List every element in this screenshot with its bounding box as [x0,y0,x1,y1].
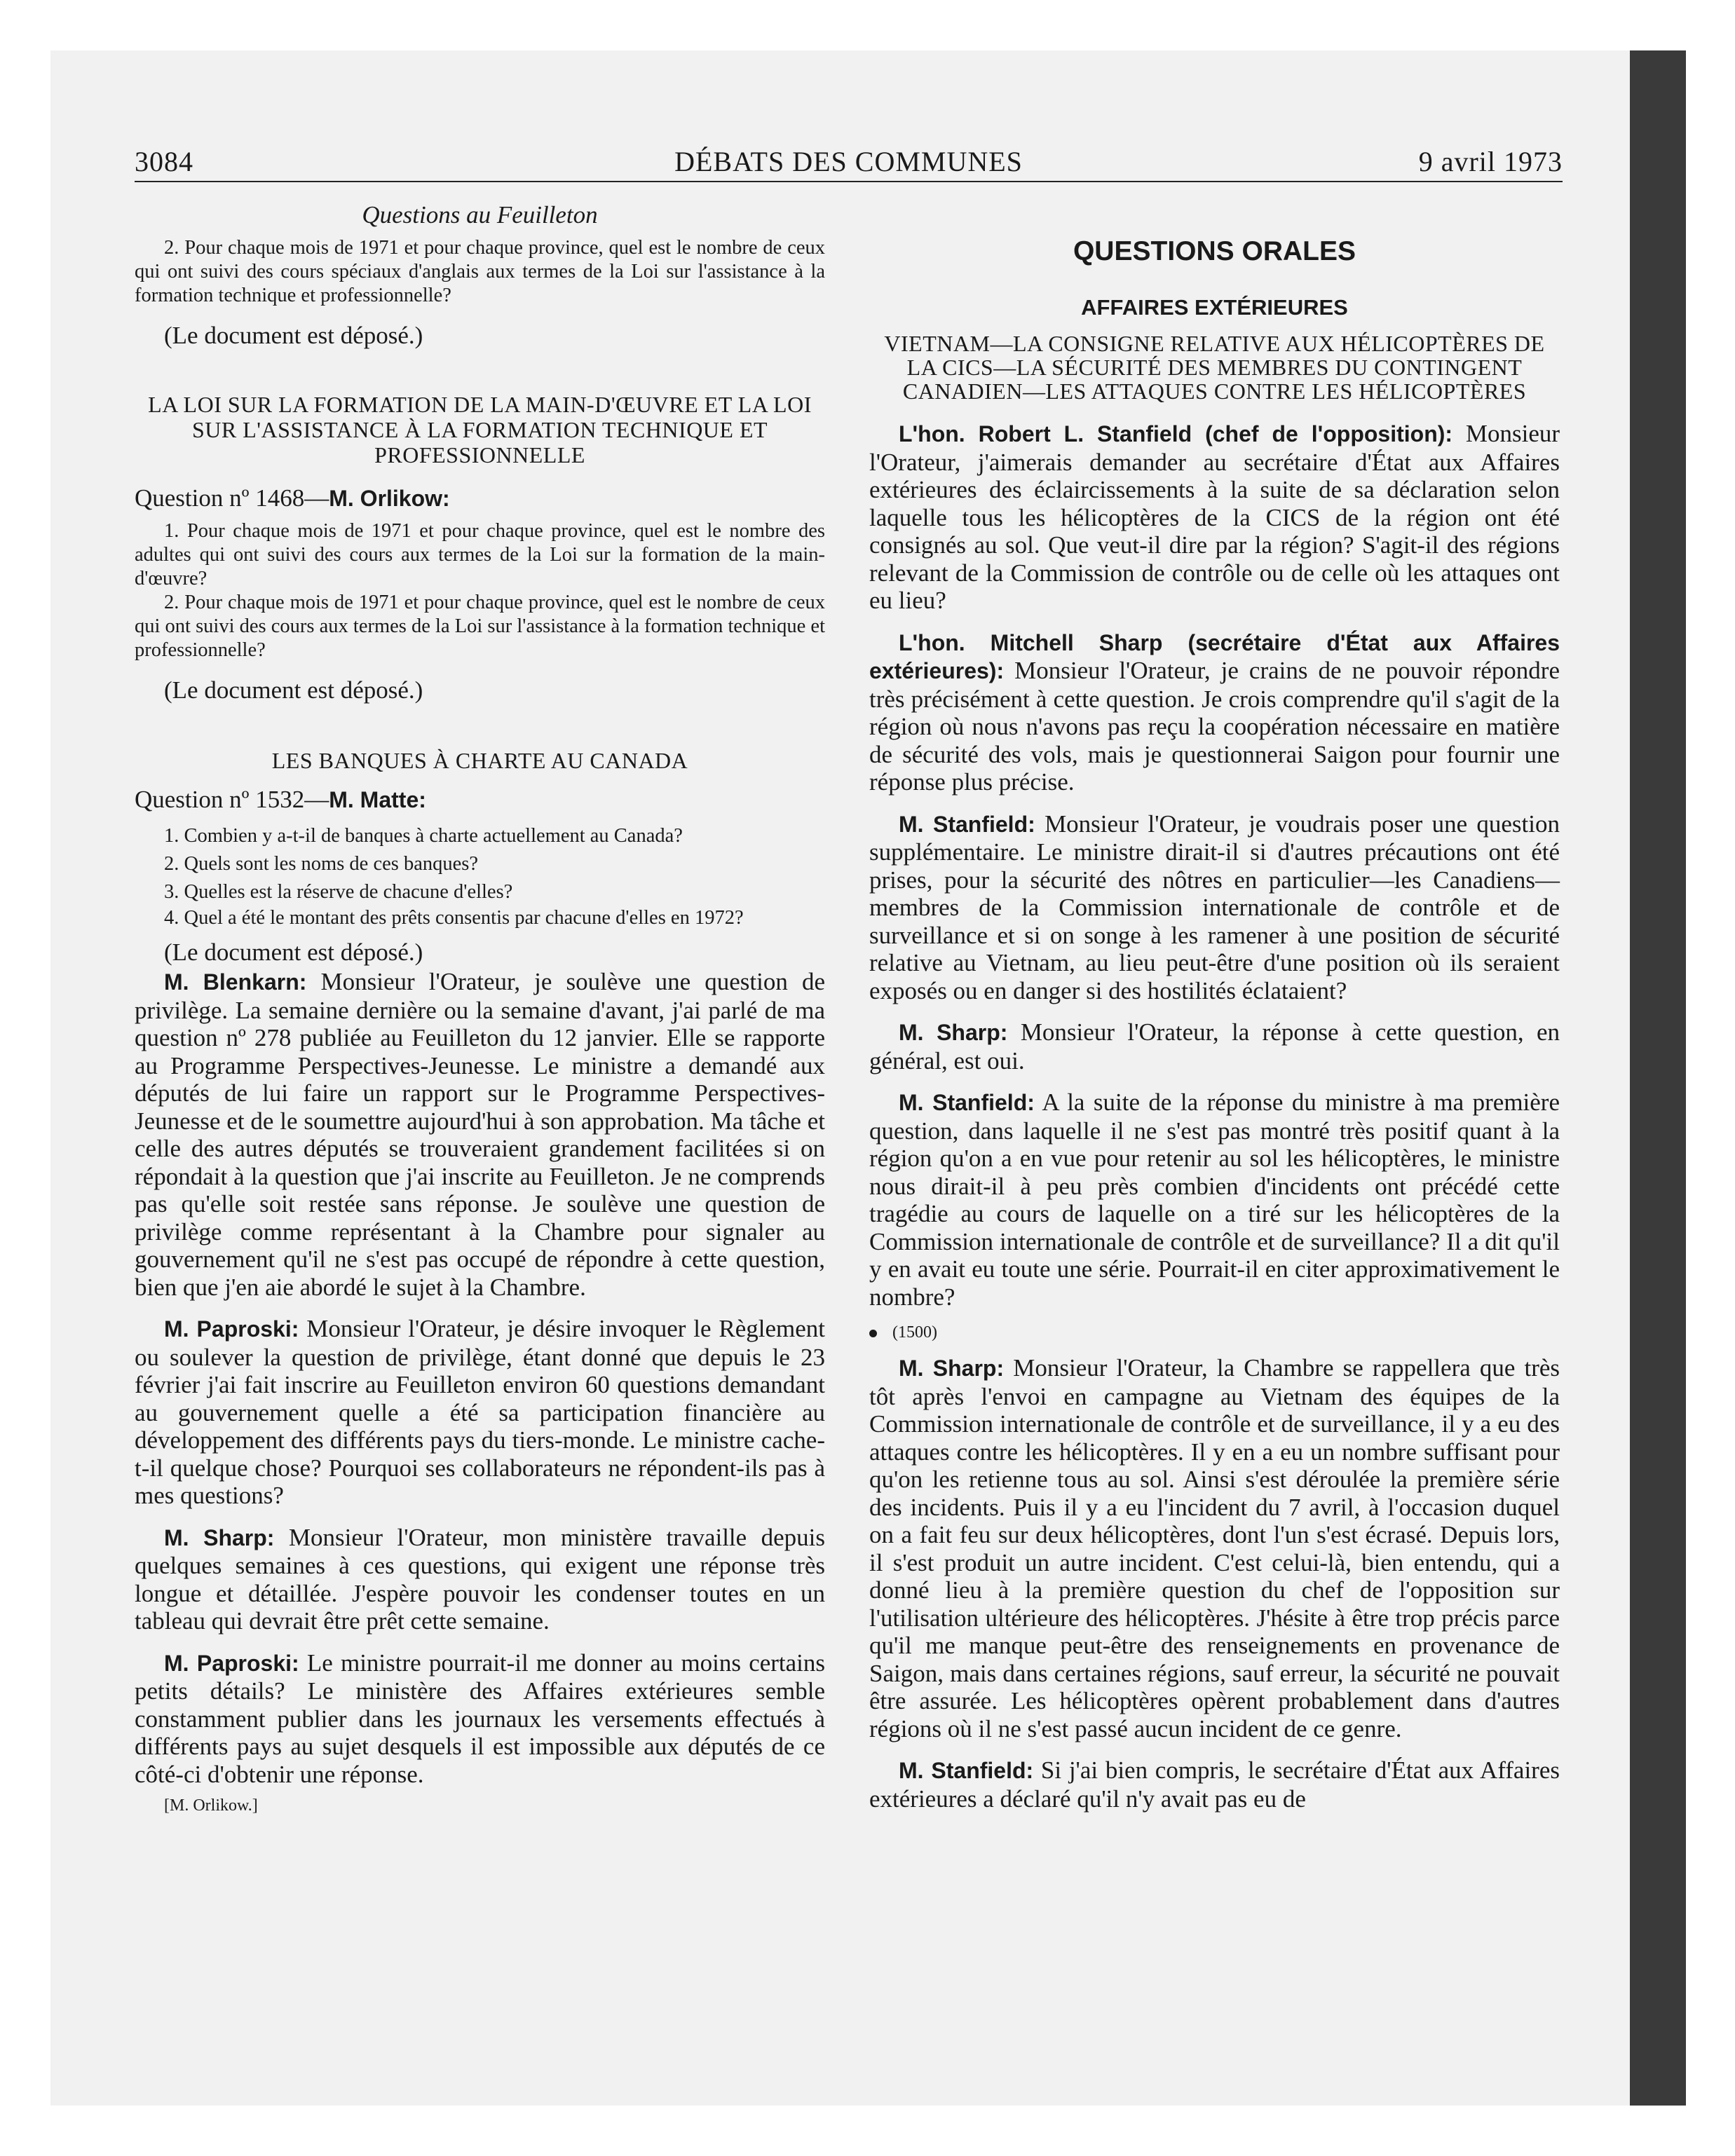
speech-paragraph [869,1354,1560,1742]
speech-text: A la suite de la réponse du ministre à ma première question, dans laquelle il ne s'est pas montré très positif quant à la région qu'on a en vue pour retenir au sol les hélicoptères, le ministre nous dirait-il à peu près combien d'incidents ont précédé cette tragédie au cours de laquelle on a tiré sur les hélicoptères de la Commission internationale de contrôle et de surveillance? Il a dit qu'il y en avait eu toute une série. Pourrait-il en citer approximativement le nombre? [869,1089,1560,1311]
speech-text: Monsieur l'Orateur, je désire invoquer le Règlement ou soulever la question de privilège, étant donné que depuis le 23 février j'ai fait inscrire au Feuilleton environ 60 questions demandant au gouvernement quelle a été sa participation financière au développement des différents pays du tiers-monde. Le ministre cache-t-il quelque chose? Pourquoi ses collaborateurs ne répondent-ils pas à mes questions? [135,1315,826,1509]
speech-paragraph [135,1315,825,1510]
question-item: 1. Combien y a-t-il de banques à charte actuellement au Canada? [164,825,683,847]
speech-paragraph [869,810,1560,1005]
speech-text: Monsieur l'Orateur, je soulève une question de privilège. La semaine dernière ou la semaine d'avant, j'ai parlé de ma question nº 278 publiée au Feuilleton du 12 janvier. Elle se rapporte au Programme Perspectives-Jeunesse. Le ministre a demandé aux députés de lui faire un rapport sur le Programme Perspectives-Jeunesse et de le soumettre aujourd'hui à son approbation. Ma tâche et celle des autres députés se trouveraient grandement facilitées si on répondait à la question que j'ai inscrite au Feuilleton. Je ne comprends pas qu'elle soit restée sans réponse. Je soulève une question de privilège comme représentant à la Chambre pour signaler au gouvernement qu'il ne s'est pas occupé de répondre à cette question, bien que j'en aie abordé le sujet à la Chambre. [135,968,826,1301]
section-title: QUESTIONS ORALES [1073,236,1356,266]
speaker-name: M. Blenkarn: [164,969,307,995]
speech-paragraph [869,1756,1560,1813]
speech-text: Monsieur l'Orateur, je voudrais poser une question supplémentaire. Le ministre dirait-il si d'autres précautions ont été prises, pour la sécurité des nôtres en particulier—les Canadiens—membres de la Commission internationale de contrôle et de surveillance et si on songe à les ramener à une position de sécurité relative au Vietnam, au lieu peut-être d'une position où ils seraient exposés ou en danger si des hostilités éclataient? [869,810,1560,1004]
header-rule [135,181,1563,182]
scan-edge-bar [1630,50,1686,2106]
speaker-name: M. Stanfield: [899,1758,1034,1783]
left-column [135,200,825,1816]
time-marker [869,1321,1560,1344]
speech-paragraph [869,420,1560,615]
document-deposited: (Le document est déposé.) [164,939,423,966]
question-item: 2. Quels sont les noms de ces banques? [164,853,478,875]
question-label: Question nº 1468— [135,484,329,512]
journal-title: DÉBATS DES COMMUNES [674,146,1023,177]
time-stamp: (1500) [892,1323,937,1342]
speaker-name: L'hon. Mitchell Sharp (secrétaire d'État aux Affaires extérieures): [869,629,1560,683]
subsection-title: AFFAIRES EXTÉRIEURES [1081,295,1348,320]
speech-paragraph [869,1089,1560,1311]
speaker-name: L'hon. Robert L. Stanfield (chef de l'opposition): [899,421,1453,446]
question-label: Question nº 1532— [135,786,329,813]
question-item: 2. Pour chaque mois de 1971 et pour chaque province, quel est le nombre de ceux qui ont suivi des cours spéciaux d'anglais aux termes de la Loi sur l'assistance à la formation technique et professionnelle? [135,237,825,306]
document-deposited: (Le document est déposé.) [164,676,423,704]
speech-paragraph [135,1524,825,1635]
speaker-name: M. Sharp: [899,1020,1008,1045]
member-name: M. Matte: [329,787,426,812]
page-header [135,144,1563,184]
question-number [135,483,825,514]
speaker-name: M. Stanfield: [899,1090,1035,1115]
bullet-icon [869,1330,877,1337]
section-heading: LA LOI SUR LA FORMATION DE LA MAIN-D'ŒUVRE ET LA LOI SUR L'ASSISTANCE À LA FORMATION TECHNIQUE ET PROFESSIONNELLE [148,392,812,468]
running-head: Questions au Feuilleton [362,201,598,228]
speech-text: Monsieur l'Orateur, mon ministère travaille depuis quelques semaines à ces questions, qui exigent une réponse très longue et détaillée. J'espère pouvoir les condenser toutes en un tableau qui devrait être prêt cette semaine. [135,1523,825,1635]
question-item: 4. Quel a été le montant des prêts consentis par chacune d'elles en 1972? [164,907,744,929]
speech-text: Le ministre pourrait-il me donner au moins certains petits détails? Le ministère des Affaires extérieures semble constamment publier dans les journaux les versements effectués à différents pays au sujet desquels il est impossible aux députés de ce côté-ci d'obtenir une réponse. [135,1649,826,1788]
speech-text: Si j'ai bien compris, le secrétaire d'État aux Affaires extérieures a déclaré qu'il n'y avait pas eu de [869,1756,1560,1813]
question-item: 3. Quelles est la réserve de chacune d'elles? [164,881,513,903]
speech-paragraph [869,629,1560,796]
question-item: 2. Pour chaque mois de 1971 et pour chaque province, quel est le nombre de ceux qui ont suivi des cours aux termes de la Loi sur l'assistance à la formation technique et professionnelle? [135,592,825,661]
topic-heading: VIETNAM—LA CONSIGNE RELATIVE AUX HÉLICOPTÈRES DE LA CICS—LA SÉCURITÉ DES MEMBRES DU CONTINGENT CANADIEN—LES ATTAQUES CONTRE LES HÉLICOPTÈRES [884,331,1545,404]
page-footnote: [M. Orlikow.] [164,1796,258,1815]
question-item: 1. Pour chaque mois de 1971 et pour chaque province, quel est le nombre des adultes qui ont suivi des cours aux termes de la Loi sur la formation de la main-d'œuvre? [135,520,825,589]
speech-text: Monsieur l'Orateur, j'aimerais demander au secrétaire d'État aux Affaires extérieures des éclaircissements à la suite de sa déclaration selon laquelle tous les hélicoptères de la CICS de la région ont été consignés au sol. Que veut-il dire par la région? S'agit-il des régions relevant de la Commission de contrôle ou de celle où les attaques ont eu lieu? [869,420,1560,614]
question-number [135,784,825,815]
speaker-name: M. Sharp: [164,1524,275,1550]
document-deposited: (Le document est déposé.) [164,322,423,349]
speaker-name: M. Sharp: [899,1356,1005,1381]
right-column [869,200,1560,1813]
speaker-name: M. Paproski: [164,1316,299,1342]
speech-text: Monsieur l'Orateur, la Chambre se rappellera que très tôt après l'envoi en campagne au Vietnam des équipes de la Commission internationale de contrôle et de surveillance, il y a eu des attaques contre les hélicoptères. Il y en a eu un nombre suffisant pour qu'on les retienne tous au sol. Ainsi s'est déroulée la première série des incidents. Puis il y a eu l'incident du 7 avril, à l'occasion duquel on a fait feu sur deux hélicoptères, dont l'un s'est écrasé. Depuis lors, il s'est produit un autre incident. C'est celui-là, bien entendu, qui a donné lieu à la première question du chef de l'opposition sur l'utilisation ultérieure des hélicoptères. J'hésite à être trop précis parce qu'il me manque peut-être des renseignements en provenance de Saigon, mais dans certaines régions, sauf erreur, la sécurité ne pouvait être assurée. Les hélicoptères opèrent probablement dans d'autres régions où il ne s'est passé aucun incident de ce genre. [869,1354,1560,1742]
section-heading: LES BANQUES À CHARTE AU CANADA [271,748,688,773]
speech-paragraph [135,968,825,1301]
speech-text: Monsieur l'Orateur, je crains de ne pouvoir répondre très précisément à cette question. Je crois comprendre qu'il s'agit de la région où nous n'avons pas reçu la coopération nécessaire en matière de sécurité des vols, mais je questionnerai Saigon pour fournir une réponse plus précise. [869,657,1560,796]
page-date: 9 avril 1973 [1418,146,1563,177]
page-number: 3084 [135,146,193,177]
speech-text: Monsieur l'Orateur, la réponse à cette question, en général, est oui. [869,1018,1560,1074]
speech-paragraph [869,1018,1560,1074]
member-name: M. Orlikow: [329,486,450,511]
speech-paragraph [135,1649,825,1789]
speaker-name: M. Paproski: [164,1650,299,1676]
speaker-name: M. Stanfield: [899,811,1035,837]
